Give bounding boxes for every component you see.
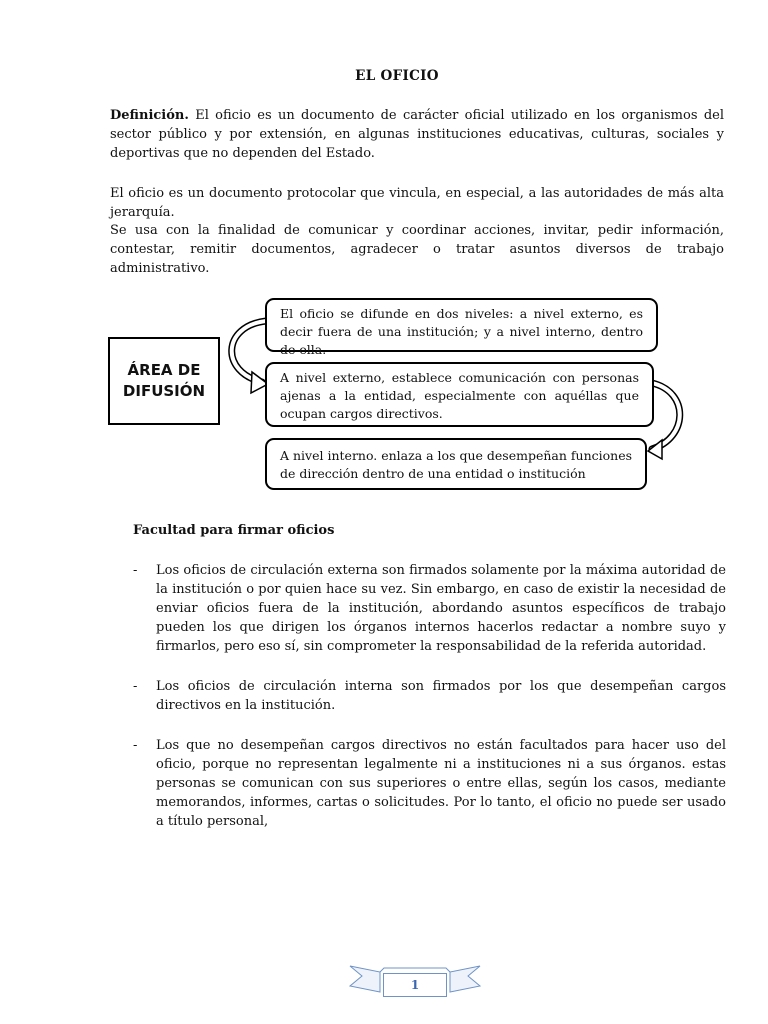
external-level-box: A nivel externo, establece comunicación con personas ajenas a la entidad, especialmente con aquéllas que ocupan cargos directivos. [265, 362, 654, 427]
list-item-text: Los oficios de circulación externa son firmados solamente por la máxima autoridad de la institución o por quien hace su vez. Sin embargo, en caso de existir la necesidad de enviar oficios fuera de la institución, abordando asuntos específicos de trabajo pueden los que dirigen los órganos internos hacerlos redactar a nombre suyo y firmarlos, pero eso sí, sin comprometer la responsabilidad de la referida autoridad. [156, 563, 726, 654]
definition-text: El oficio es un documento de carácter oficial utilizado en los organismos del sector público y por extensión, en algunas instituciones educativas, culturas, sociales y deportivas que no dependen del Estado. [110, 108, 724, 161]
area-label-line1: ÁREA DE [127, 361, 201, 379]
definition-paragraph [110, 106, 724, 163]
bullet-marker: - [133, 738, 138, 753]
protocol-paragraph: El oficio es un documento protocolar que vincula, en especial, a las autoridades de más alta jerarquía. [110, 186, 724, 220]
section-heading: Facultad para firmar oficios [133, 523, 335, 538]
bullet-marker: - [133, 563, 138, 578]
area-label-line2: DIFUSIÓN [122, 382, 206, 400]
curved-arrow-right-icon [652, 383, 680, 449]
bullet-marker: - [133, 679, 138, 694]
diffusion-levels-box: El oficio se difunde en dos niveles: a nivel externo, es decir fuera de una institución; y a nivel interno, dentro de ella. [265, 298, 658, 352]
internal-level-box: A nivel interno. enlaza a los que desempeñan funciones de dirección dentro de una entidad o institución [265, 438, 647, 490]
page-title: EL OFICIO [355, 68, 439, 84]
curved-arrow-left-icon [232, 321, 266, 382]
signing-rules-list [133, 561, 726, 831]
purpose-paragraph: Se usa con la finalidad de comunicar y coordinar acciones, invitar, pedir información, contestar, remitir documentos, agradecer o tratar asuntos diversos de trabajo administrativo. [110, 223, 724, 276]
area-de-difusion-box [108, 337, 220, 425]
list-item-text: Los oficios de circulación interna son firmados por los que desempeñan cargos directivos en la institución. [156, 679, 726, 713]
list-item [133, 677, 726, 715]
page-number: 1 [383, 973, 447, 997]
list-item-text: Los que no desempeñan cargos directivos no están facultados para hacer uso del oficio, porque no representan legalmente ni a instituciones ni a sus órganos. estas personas se comunican con sus superiores o entre ellas, según los casos, mediante memorandos, informes, cartas o solicitudes. Por lo tanto, el oficio no puede ser usado a título personal, [156, 738, 726, 829]
list-item [133, 736, 726, 831]
curved-arrow-right-head-icon [648, 440, 662, 459]
list-item [133, 561, 726, 656]
definition-label: Definición. [110, 108, 189, 123]
